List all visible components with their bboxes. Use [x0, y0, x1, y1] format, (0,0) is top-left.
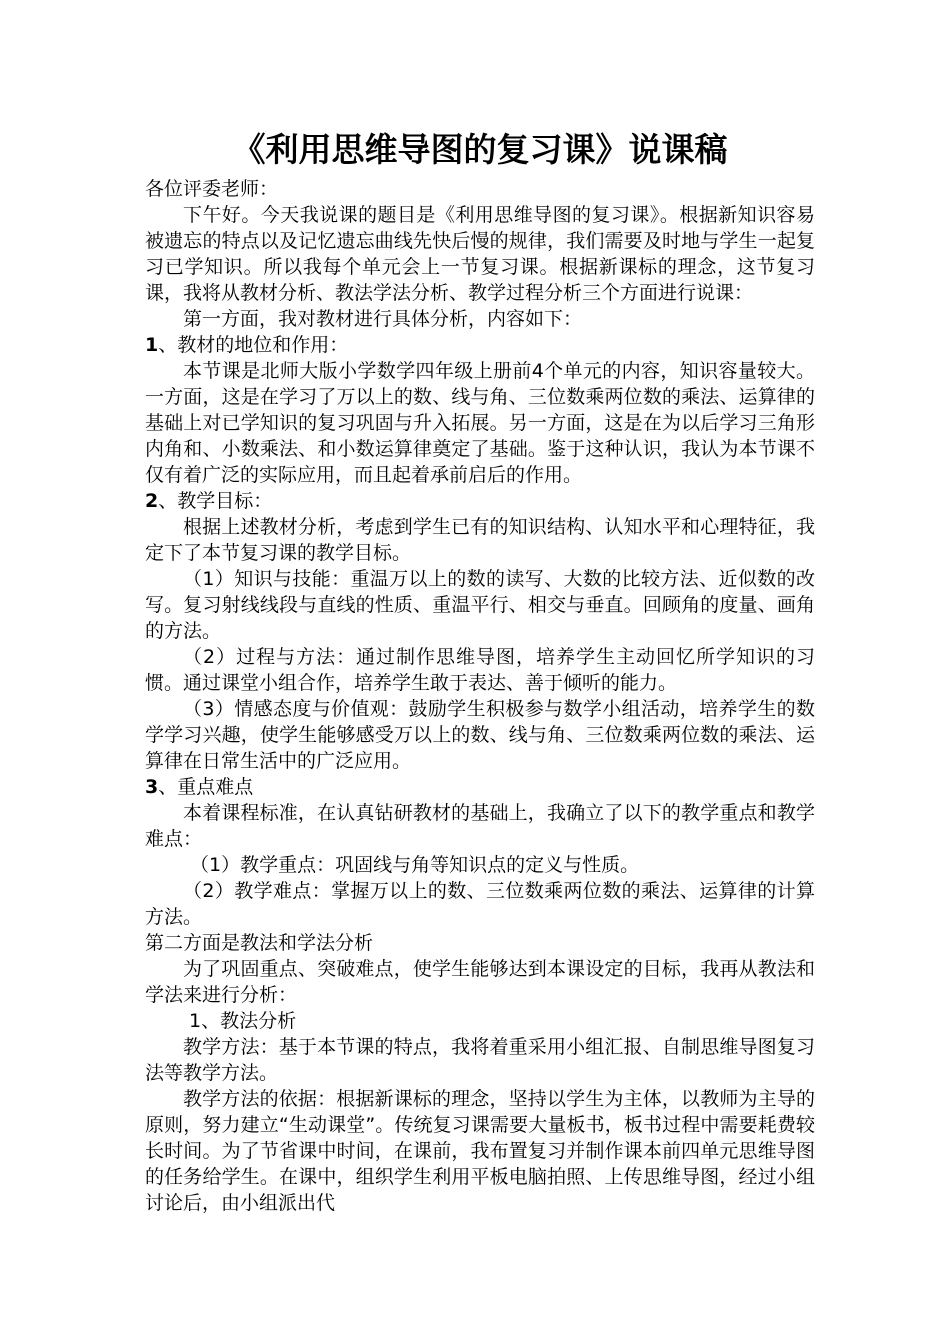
- difficulty-point: （2）教学难点：掌握万以上的数、三位数乘两位数的乘法、运算律的计算方法。: [145, 880, 815, 928]
- section2-heading: [145, 488, 815, 514]
- section1-body: 本节课是北师大版小学数学四年级上册前4个单元的内容，知识容量较大。一方面，这是在学习了万以上的数、线与角、三位数乘两位数的乘法、运算律的基础上对已学知识的复习巩固与升入拓展。另一方面，这是在为以后学习三角形内角和、小数乘法、和小数运算律奠定了基础。鉴于这种认识，我认为本节课不仅有着广泛的实际应用，而且起着承前启后的作用。: [145, 360, 815, 486]
- document-page: [145, 128, 815, 1216]
- section3-heading: [145, 774, 815, 800]
- goal-knowledge: （1）知识与技能：重温万以上的数的读写、大数的比较方法、近似数的改写。复习射线线段与直线的性质、重温平行、相交与垂直。回顾角的度量、画角的方法。: [145, 568, 815, 642]
- section3-body: 本着课程标准，在认真钻研教材的基础上，我确立了以下的教学重点和教学难点：: [145, 802, 815, 850]
- goal-attitude: （3）情感态度与价值观：鼓励学生积极参与数学小组活动，培养学生的数学学习兴趣，使学生能够感受万以上的数、线与角、三位数乘两位数的乘法、运算律在日常生活中的广泛应用。: [145, 698, 815, 772]
- section2-body: 根据上述教材分析，考虑到学生已有的知识结构、认知水平和心理特征，我定下了本节复习课的教学目标。: [145, 516, 815, 564]
- method-heading: 1、教法分析: [189, 1010, 297, 1032]
- section3-title: 、重点难点: [158, 776, 254, 798]
- section3-number: 3: [145, 776, 159, 798]
- document-title: 《利用思维导图的复习课》说课稿: [232, 130, 728, 169]
- part2-heading: 第二方面是教法和学法分析: [145, 932, 374, 954]
- key-point: （1）教学重点：巩固线与角等知识点的定义与性质。: [190, 854, 640, 876]
- section2-number: 2: [145, 490, 159, 512]
- section2-title: 、教学目标：: [158, 490, 273, 512]
- part2-body: 为了巩固重点、突破难点，使学生能够达到本课设定的目标，我再从教法和学法来进行分析：: [145, 958, 815, 1006]
- basis-body: 教学方法的依据：根据新课标的理念，坚持以学生为主体，以教师为主导的原则，努力建立“生动课堂”。传统复习课需要大量板书，板书过程中需要耗费较长时间。为了节省课中时间，在课前，我布置复习并制作课本前四单元思维导图的任务给学生。在课中，组织学生利用平板电脑拍照、上传思维导图，经过小组讨论后，由小组派出代: [145, 1088, 815, 1214]
- section1-number: 1: [145, 334, 159, 356]
- greeting: 各位评委老师：: [145, 178, 279, 200]
- goal-process: （2）过程与方法：通过制作思维导图，培养学生主动回忆所学知识的习惯。通过课堂小组合作，培养学生敢于表达、善于倾听的能力。: [145, 646, 815, 694]
- section1-title: 、教材的地位和作用：: [158, 334, 349, 356]
- section1-heading: [145, 332, 815, 358]
- method-body: 教学方法：基于本节课的特点，我将着重采用小组汇报、自制思维导图复习法等教学方法。: [145, 1036, 815, 1084]
- intro-paragraph: 下午好。今天我说课的题目是《利用思维导图的复习课》。根据新知识容易被遗忘的特点以及记忆遗忘曲线先快后慢的规律，我们需要及时地与学生一起复习已学知识。所以我每个单元会上一节复习课。根据新课标的理念，这节复习课，我将从教材分析、教法学法分析、教学过程分析三个方面进行说课：: [145, 204, 815, 304]
- part1-intro: 第一方面，我对教材进行具体分析，内容如下：: [183, 308, 583, 330]
